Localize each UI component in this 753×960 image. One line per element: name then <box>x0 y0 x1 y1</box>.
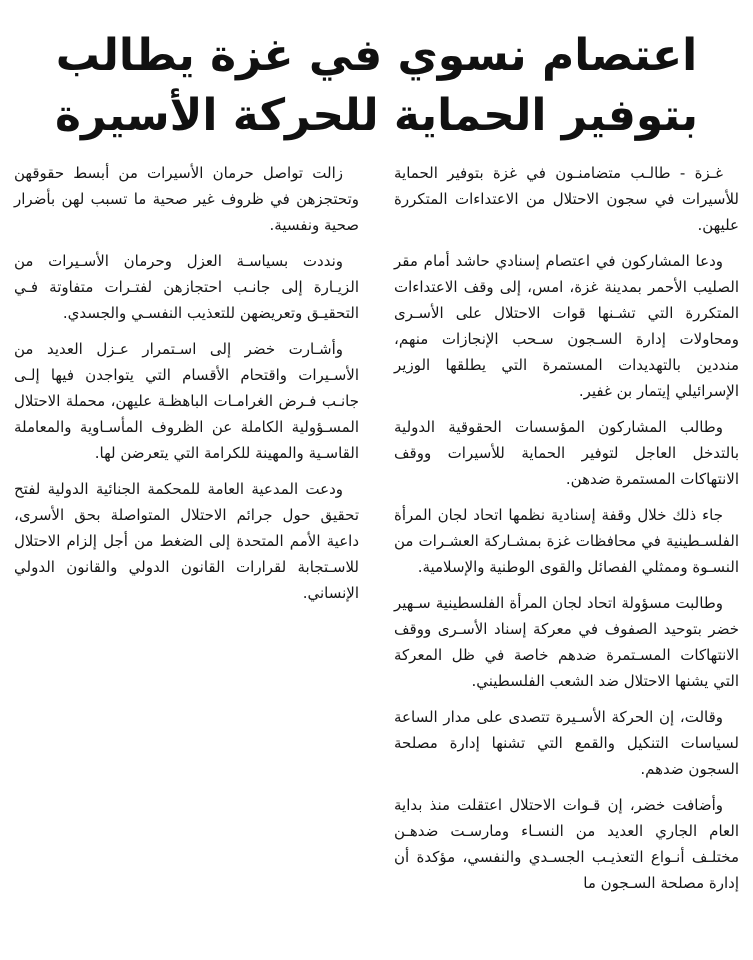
headline-line-1: اعتصام نسوي في غزة يطالب <box>55 30 698 81</box>
paragraph: زالت تواصل حرمان الأسيرات من أبسط حقوقهن وتحتجزهن في ظروف غير صحية ما تسبب لهن بأضرار صحية ونفسية. <box>14 164 359 234</box>
article-columns <box>14 160 739 906</box>
paragraph: وطالب المشاركون المؤسسات الحقوقية الدولية بالتدخل العاجل لتوفير الحماية للأسيرات ووقف الانتهاكات المستمرة ضدهن. <box>394 418 739 488</box>
paragraph: وقالت، إن الحركة الأسـيرة تتصدى على مدار الساعة لسياسات التنكيل والقمع التي تشنها إدارة مصلحة السجون ضدهم. <box>394 708 739 778</box>
paragraph: وأضافت خضر، إن قـوات الاحتلال اعتقلت منذ بداية العام الجاري العديد من النسـاء ومارسـت ضدهـن مختلـف أنـواع التعذيـب الجسـدي والنفسي، مؤكدة أن إدارة مصلحة السـجون ما <box>394 796 739 892</box>
article-column-right <box>394 160 739 906</box>
article-column-left <box>14 160 359 906</box>
paragraph: وطالبت مسؤولة اتحاد لجان المرأة الفلسطينية سـهير خضر بتوحيد الصفوف في معركة إسناد الأسـرى ووقف الانتهاكات المسـتمرة ضدهم خاصة في ظل المعركة التي يشنها الاحتلال ضد الشعب الفلسطيني. <box>394 594 739 690</box>
paragraph: ودعا المشاركون في اعتصام إسنادي حاشد أمام مقر الصليب الأحمر بمدينة غزة، امس، إلى وقف الاعتداءات المتكررة التي تشـنها قوات الاحتلال على الأسـرى ومحاولات إدارة السـجون سـحب الإنجازات منهم، منددين بالتهديدات المستمرة التي يطلقها الوزير الإسرائيلي إيتمار بن غفير. <box>394 252 739 400</box>
article-headline <box>14 26 739 146</box>
paragraph: ودعت المدعية العامة للمحكمة الجنائية الدولية لفتح تحقيق حول جرائم الاحتلال المتواصلة بحق الأسرى، داعية الأمم المتحدة إلى الضغط من أجل إلزام الاحتلال للاسـتجابة لقرارات القانون الدولي والقانون الدولي الإنساني. <box>14 480 359 602</box>
paragraph: جاء ذلك خلال وقفة إسنادية نظمها اتحاد لجان المرأة الفلسـطينية في محافظات غزة بمشـاركة العشـرات من النسـوة وممثلي الفصائل والقوى الوطنية والإسلامية. <box>394 506 739 576</box>
paragraph: وأشـارت خضر إلى اسـتمرار عـزل العديد من الأسـيرات واقتحام الأقسام التي يتواجدن فيها إلـى جانـب فـرض الغرامـات الباهظـة عليهن، محملة الاحتلال المسـؤولية الكاملة عن الظروف المأسـاوية والمعاملة القاسـية والمهينة للكرامة التي يتعرضن لها. <box>14 340 359 462</box>
headline-line-2: بتوفير الحماية للحركة الأسيرة <box>55 90 698 141</box>
paragraph: ونددت بسياسـة العزل وحرمان الأسـيرات من الزيـارة إلى جانـب احتجازهن لفتـرات متفاوتة فـي التحقيـق وتعريضهن للتعذيب النفسـي والجسدي. <box>14 252 359 322</box>
paragraph: غـزة - طالـب متضامنـون في غزة بتوفير الحماية للأسيرات في سجون الاحتلال من الاعتداءات المتكررة عليهن. <box>394 164 739 234</box>
